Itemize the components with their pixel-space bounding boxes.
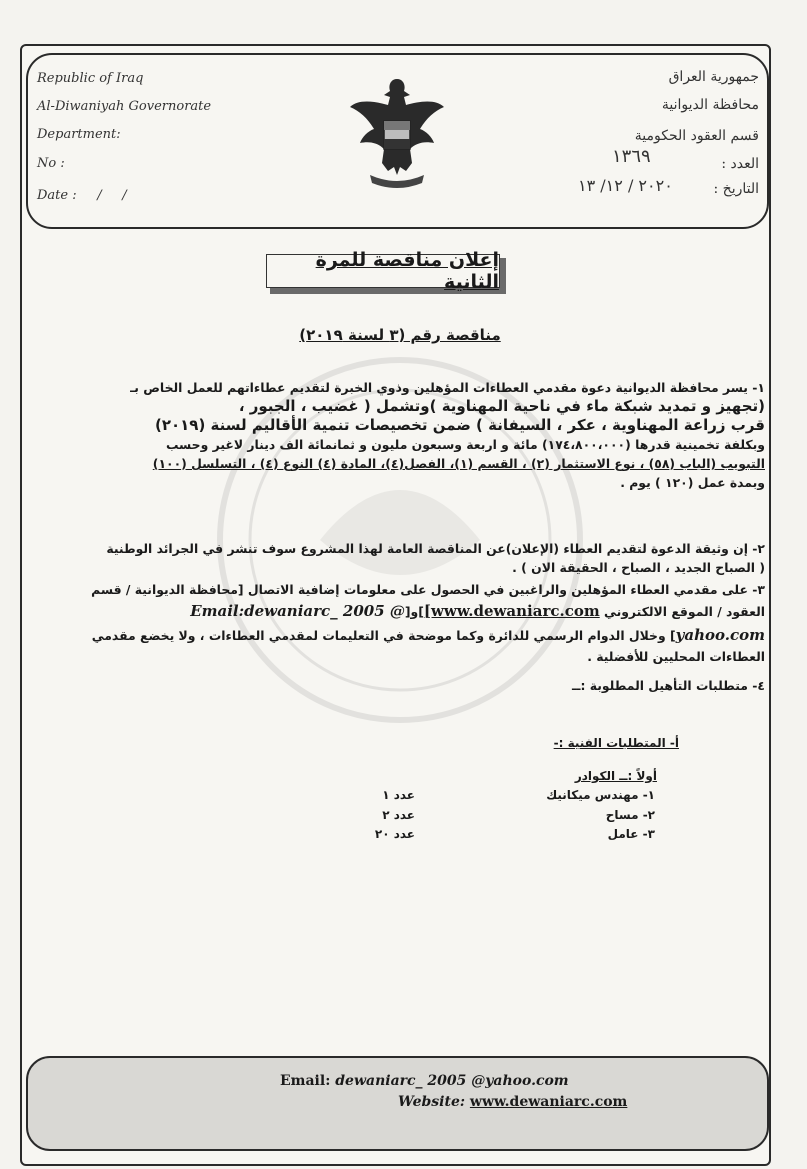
paragraph-1-line: (تجهيز و تمديد شبكة ماء في ناحية المهناوية )وتشمل ( غضيب ، الجبور ،: [238, 397, 765, 415]
staff-item-label: ٣- عامل: [607, 827, 655, 841]
announcement-title-box: [266, 249, 504, 293]
tender-number: مناقصة رقم (٣ لسنة ٢٠١٩): [299, 326, 501, 344]
staff-item-count: عدد ١: [382, 788, 415, 802]
paragraph-4: ٤- متطلبات التأهيل المطلوبة :ــ: [571, 678, 765, 693]
footer-email: [280, 1073, 569, 1089]
paragraph-1-line: التبويب (الباب (٥٨) ، نوع الاستثمار (٢) ، القسم (١)، الفصل(٤)، المادة (٤) النوع (٤) ، التسلسل (١٠٠): [152, 456, 765, 471]
paragraph-3: [45, 580, 765, 666]
email-link[interactable]: Email:dewaniarc_ 2005 @: [190, 602, 405, 620]
paragraph-2-line: ( الصباح الجديد ، الصباح ، الحقيقة الان ) .: [512, 560, 765, 575]
header-country-en: Republic of Iraq: [37, 71, 144, 86]
header-country-ar: جمهورية العراق: [668, 69, 759, 85]
paragraph-1: [45, 378, 765, 492]
staff-item-count: عدد ٢: [382, 808, 415, 822]
website-link[interactable]: [www.dewaniarc.com: [423, 602, 600, 620]
header-governorate-en: Al-Diwaniyah Governorate: [37, 99, 212, 114]
paragraph-2-line: ٢- إن وثيقة الدعوة لتقديم العطاء (الإعلان)عن المناقصة العامة لهذا المشروع سوف تنشر في الجرائد الوطنية: [106, 541, 765, 556]
header-number-ar: العدد :: [721, 156, 759, 172]
staff-item-count: عدد ٢٠: [374, 827, 415, 841]
header-department-ar: قسم العقود الحكومية: [634, 128, 759, 144]
staff-item-label: ١- مهندس ميكانيك: [546, 788, 655, 802]
paragraph-3-text: العقود / الموقع الالكتروني: [604, 604, 765, 619]
header-department-en: Department:: [37, 127, 121, 142]
footer-website-label: Website:: [398, 1094, 466, 1110]
header-governorate-ar: محافظة الديوانية: [661, 97, 759, 113]
staff-heading: أولاً :ــ الكوادر: [574, 769, 657, 783]
header-number-handwritten: ١٣٦٩: [612, 146, 651, 167]
paragraph-1-line: ١- يسر محافظة الديوانية دعوة مقدمي العطاءات المؤهلين وذوي الخبرة لتقديم عطاءاتهم للعمل الخاص بـ: [130, 380, 765, 395]
paragraph-3-line: العطاءات المحليين للأفضلية .: [587, 649, 765, 664]
header-date-ar: التاريخ :: [713, 181, 759, 197]
email-domain-link[interactable]: yahoo.com: [675, 626, 765, 644]
iraq-eagle-emblem-icon: [344, 71, 450, 193]
header-date-en: Date : / /: [37, 188, 127, 203]
footer-email-label: Email:: [280, 1073, 331, 1089]
paragraph-3-line: [45, 624, 765, 647]
technical-requirements-heading: أ- المتطلبات الفنية :-: [553, 736, 679, 750]
paragraph-3-text: ] وخلال الدوام الرسمي للدائرة وكما موضحة في التعليمات لمقدمي العطاءات ، ولا يخضع مقدمي: [91, 628, 676, 643]
paragraph-1-line: وبمدة عمل (١٢٠ ) يوم .: [620, 475, 765, 490]
header-number-en: No :: [37, 156, 65, 171]
header-date-handwritten: ٢٠٢٠ / ١٢/ ١٣: [578, 176, 673, 195]
paragraph-3-line: ٣- على مقدمي العطاء المؤهلين والراغبين في الحصول على معلومات إضافية الاتصال [محافظة الديوانية / قسم: [91, 582, 765, 597]
staff-item-label: ٢- مساح: [605, 808, 655, 822]
paragraph-1-line: قرب زراعة المهناوية ، عكر ، السيفانة ) ضمن تخصيصات تنمية الأقاليم لسنة (٢٠١٩): [154, 416, 765, 434]
footer-website: [398, 1094, 627, 1110]
paragraph-1-line: وبكلفة تخمينية قدرها (١٧٤،٨٠٠،٠٠٠) مائة و اربعة وسبعون مليون و ثمانمائة الف دينار لاغير وحسب: [165, 437, 765, 452]
paragraph-3-separator: ]و[: [404, 604, 424, 619]
paragraph-2: [45, 539, 765, 577]
paragraph-3-line: [45, 599, 765, 624]
footer-website-value[interactable]: www.dewaniarc.com: [469, 1094, 628, 1110]
footer-email-value[interactable]: dewaniarc_ 2005 @yahoo.com: [335, 1073, 569, 1089]
announcement-title: إعلان مناقصة للمرة الثانية: [266, 254, 500, 288]
